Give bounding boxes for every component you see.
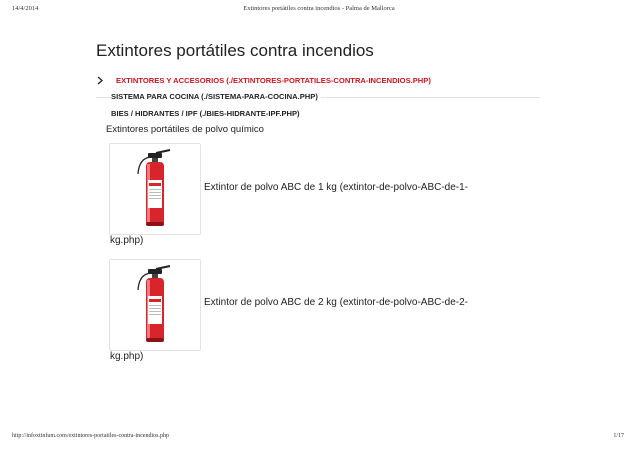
product-link[interactable]: Extintor de polvo ABC de 2 kg (extintor-de-polvo-ABC-de-2- bbox=[204, 297, 469, 308]
section-title: Extintores portátiles de polvo químico bbox=[106, 124, 264, 135]
product-link[interactable]: Extintor de polvo ABC de 1 kg (extintor-de-polvo-ABC-de-1- bbox=[204, 182, 469, 193]
print-date: 14/4/2014 bbox=[12, 5, 39, 12]
nav-link-extintores[interactable]: EXTINTORES Y ACCESORIOS (./EXTINTORES-PORTATILES-CONTRA-INCENDIOS.PHP) bbox=[116, 76, 431, 85]
fire-extinguisher-icon bbox=[134, 264, 176, 346]
fire-extinguisher-icon bbox=[134, 148, 176, 230]
nav-link-sistema-cocina[interactable]: SISTEMA PARA COCINA (./SISTEMA-PARA-COCINA.PHP) bbox=[111, 92, 321, 101]
nav-link-bies-hidrantes[interactable]: BIES / HIDRANTES / IPF (./BIES-HIDRANTE-IPF.PHP) bbox=[111, 109, 303, 118]
product-thumbnail[interactable] bbox=[109, 259, 201, 351]
print-footer-url: http://infoxtinfum.com/extintores-portatiles-contra-incendios.php bbox=[12, 433, 169, 439]
page-title: Extintores portátiles contra incendios bbox=[96, 41, 374, 60]
print-header-title: Extintores portátiles contra incendios - Palma de Mallorca bbox=[243, 5, 395, 12]
print-page-number: 1/17 bbox=[613, 433, 624, 439]
chevron-right-icon bbox=[95, 75, 106, 86]
product-link[interactable]: kg.php) bbox=[110, 235, 144, 246]
product-link[interactable]: kg.php) bbox=[110, 351, 144, 362]
product-thumbnail[interactable] bbox=[109, 143, 201, 235]
